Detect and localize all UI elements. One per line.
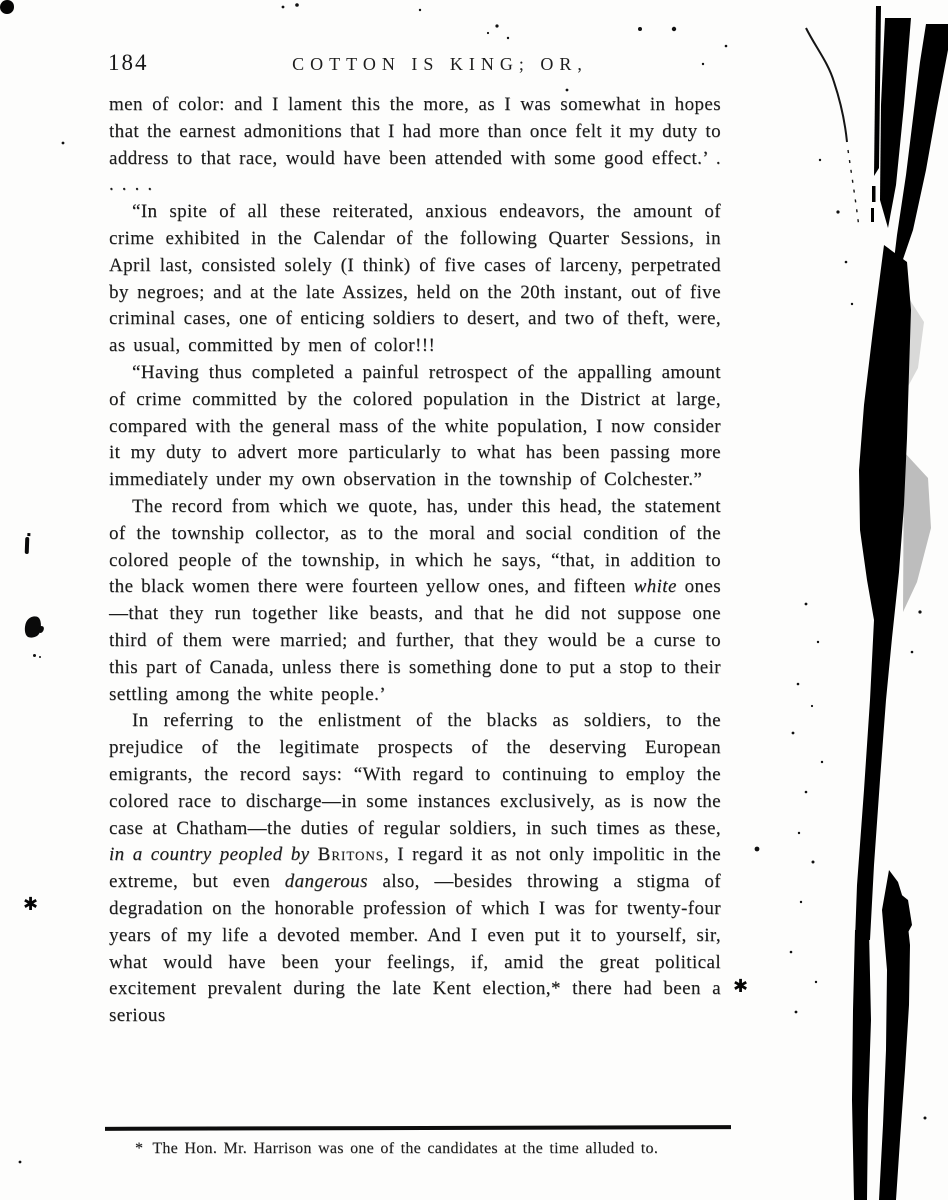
binding-streak-upper-right <box>891 24 948 285</box>
text-run: The record from which we quote, has, under this head, the statement of the township collector, as to the moral and social condition of the colored people of the township, in which he says, “that, in addition to the black women there were fourteen yellow ones, and fifteen <box>109 495 721 598</box>
running-header: COTTON IS KING; OR, <box>292 54 588 74</box>
text-run: In referring to the enlistment of the blacks as soldiers, to the prejudice of the legitimate prospects of the deserving European emigrants, the record says: “With regard to continuing to employ the colored race to discharge—in some instances exclusively, as is now the case at Chatham—the duties of regular soldiers, in such times as these, <box>109 710 721 839</box>
ink-speck <box>39 656 41 658</box>
binding-streak-branch-left <box>852 930 871 1200</box>
paragraph <box>109 494 721 708</box>
text-run: in a country peopled by <box>109 844 310 866</box>
ink-dot-right <box>0 0 14 14</box>
page-body <box>109 92 721 1030</box>
text-run: , I regard it as not only impolitic in the extreme, but even <box>109 844 721 893</box>
paragraph <box>109 92 721 199</box>
binding-streak-branch-right <box>879 870 910 1200</box>
footnote-text: The Hon. Mr. Harrison was one of the candidates at the time alluded to. <box>152 1140 659 1157</box>
hairline-artifact <box>806 28 847 142</box>
text-run: men of color: and I lament this the more, as I was somewhat in hopes that the earnest admonitions that I had more than once felt it my duty to address to that race, would have been attended with some good effect.’ . . . . . <box>109 94 721 196</box>
scratch-bit <box>872 186 876 202</box>
footnote <box>109 1140 753 1158</box>
paragraph <box>109 199 721 360</box>
text-run: dangerous <box>284 871 368 893</box>
binding-streak-knot <box>893 888 912 938</box>
ink-blot-left <box>23 614 44 639</box>
ink-mark-left-tick <box>25 537 30 554</box>
footnote-rule <box>105 1125 731 1130</box>
footnote-marker: * <box>135 1140 144 1157</box>
text-run: Britons <box>317 844 385 866</box>
binding-streak-main <box>855 245 911 940</box>
page-number: 184 <box>108 50 149 75</box>
text-run: ones—that they run together like beasts, and that he did not suppose one third of them were married; and further, that they would be a curse to this part of Canada, unless there is something done to put a stop to their settling among the white people.’ <box>109 576 722 705</box>
ink-star-right: ✱ <box>733 976 749 997</box>
text-run <box>310 844 318 865</box>
text-run: “Having thus completed a painful retrospect of the appalling amount of crime committed by the colored population in the District at large, compared with the general mass of the white population, I now consider it my duty to advert more particularly to what has been passing more immediately under my own observation in the township of Colchester.” <box>109 361 721 491</box>
paragraph <box>109 360 721 494</box>
toner-haze <box>905 300 924 392</box>
toner-haze <box>903 452 931 612</box>
ink-speck <box>33 654 36 657</box>
text-run: “In spite of all these reiterated, anxious endeavors, the amount of crime exhibited in the Calendar of the following Quarter Sessions, in April last, consisted solely (I think) of five cases of larceny, perpetrated by negroes; and at the late Assizes, held on the 20th instant, out of five criminal cases, one of enticing soldiers to desert, and two of theft, were, as usual, committed by men of color!!! <box>109 201 721 357</box>
binding-streak-upper-left <box>880 18 911 228</box>
paragraph <box>109 708 721 1030</box>
text-run: white <box>633 576 677 598</box>
ink-star-left: ✱ <box>23 894 39 915</box>
hairline-artifact-tail <box>848 150 859 228</box>
scratch-line <box>874 6 881 176</box>
text-run: also, —besides throwing a stigma of degradation on the honorable profession of which I was for twenty-four years of my life a devoted member. And I even put it to yourself, sir, what would have been your feelings, if, amid the great political excitement prevalent during the late Kent election,* there had been a serious <box>109 871 722 1027</box>
scratch-bit <box>871 208 874 222</box>
